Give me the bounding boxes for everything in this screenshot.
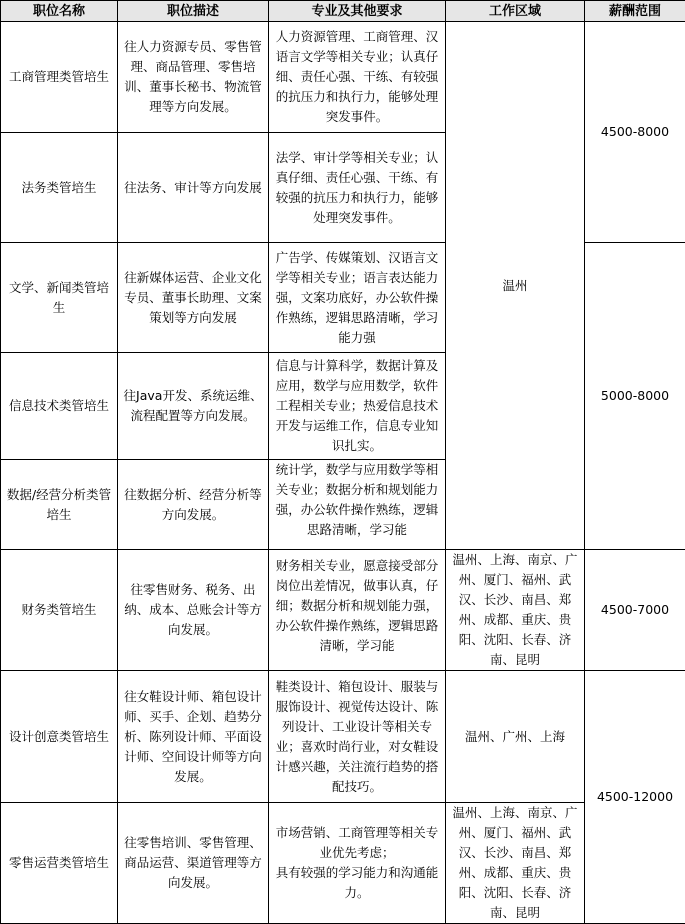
position-description: 往人力资源专员、零售管理、商品管理、零售培训、董事长秘书、物流管理等方向发展。 [118,22,269,133]
salary-range: 4500-12000 [585,671,685,924]
table-row [1,550,685,671]
position-requirements: 人力资源管理、工商管理、汉语言文学等相关专业；认真仔细、责任心强、干练、有较强的抗压力和执行力，能够处理突发事件。 [269,22,446,133]
table-row [1,671,685,803]
position-description: 往零售财务、税务、出纳、成本、总账会计等方向发展。 [118,550,269,671]
header-requirements: 专业及其他要求 [269,1,446,22]
position-title: 文学、新闻类管培生 [1,243,118,353]
work-area: 温州、上海、南京、广州、厦门、福州、武汉、长沙、南昌、郑州、成都、重庆、贵阳、沈阳、长春、济南、昆明 [446,550,585,671]
position-description: 往零售培训、零售管理、商品运营、渠道管理等方向发展。 [118,803,269,924]
position-description: 往女鞋设计师、箱包设计师、买手、企划、趋势分析、陈列设计师、平面设计师、空间设计师等方向发展。 [118,671,269,803]
position-description: 往数据分析、经营分析等方向发展。 [118,460,269,550]
position-title: 设计创意类管培生 [1,671,118,803]
position-title: 信息技术类管培生 [1,353,118,460]
position-description: 往新媒体运营、企业文化专员、董事长助理、文案策划等方向发展 [118,243,269,353]
work-area: 温州、上海、南京、广州、厦门、福州、武汉、长沙、南昌、郑州、成都、重庆、贵阳、沈阳、长春、济南、昆明 [446,803,585,924]
header-work-area: 工作区域 [446,1,585,22]
salary-range: 4500-7000 [585,550,685,671]
requirements-text: 财务相关专业，愿意接受部分岗位出差情况，做事认真，仔细；数据分析和规划能力强，办公软件操作熟练，逻辑思路清晰，学习能 [273,556,441,665]
position-requirements [269,460,446,550]
position-requirements: 信息与计算科学，数据计算及应用，数学与应用数学，软件工程相关专业；热爱信息技术开发与运维工作，信息专业知识扎实。 [269,353,446,460]
position-title: 工商管理类管培生 [1,22,118,133]
header-salary-range: 薪酬范围 [585,1,685,22]
position-description: 往法务、审计等方向发展 [118,133,269,243]
work-area: 温州 [446,22,585,550]
table-row [1,22,685,133]
position-description: 往Java开发、系统运维、流程配置等方向发展。 [118,353,269,460]
header-position-name: 职位名称 [1,1,118,22]
position-requirements: 法学、审计学等相关专业；认真仔细、责任心强、干练、有较强的抗压力和执行力，能够处理突发事件。 [269,133,446,243]
header-row [1,1,685,22]
salary-range: 5000-8000 [585,243,685,550]
position-requirements [269,550,446,671]
table-row [1,803,685,924]
position-requirements: 鞋类设计、箱包设计、服装与服饰设计、视觉传达设计、陈列设计、工业设计等相关专业；喜欢时尚行业，对女鞋设计感兴趣，关注流行趋势的搭配技巧。 [269,671,446,803]
header-position-description: 职位描述 [118,1,269,22]
position-title: 数据/经营分析类管培生 [1,460,118,550]
position-requirements: 广告学、传媒策划、汉语言文学等相关专业；语言表达能力强，文案功底好，办公软件操作熟练，逻辑思路清晰，学习能力强 [269,243,446,353]
position-title: 零售运营类管培生 [1,803,118,924]
position-title: 法务类管培生 [1,133,118,243]
salary-range: 4500-8000 [585,22,685,243]
position-requirements: 市场营销、工商管理等相关专业优先考虑； 具有较强的学习能力和沟通能力。 [269,803,446,924]
requirements-text: 统计学，数学与应用数学等相关专业；数据分析和规划能力强，办公软件操作熟练，逻辑思路清晰，学习能 [273,460,441,549]
work-area: 温州、广州、上海 [446,671,585,803]
position-title: 财务类管培生 [1,550,118,671]
